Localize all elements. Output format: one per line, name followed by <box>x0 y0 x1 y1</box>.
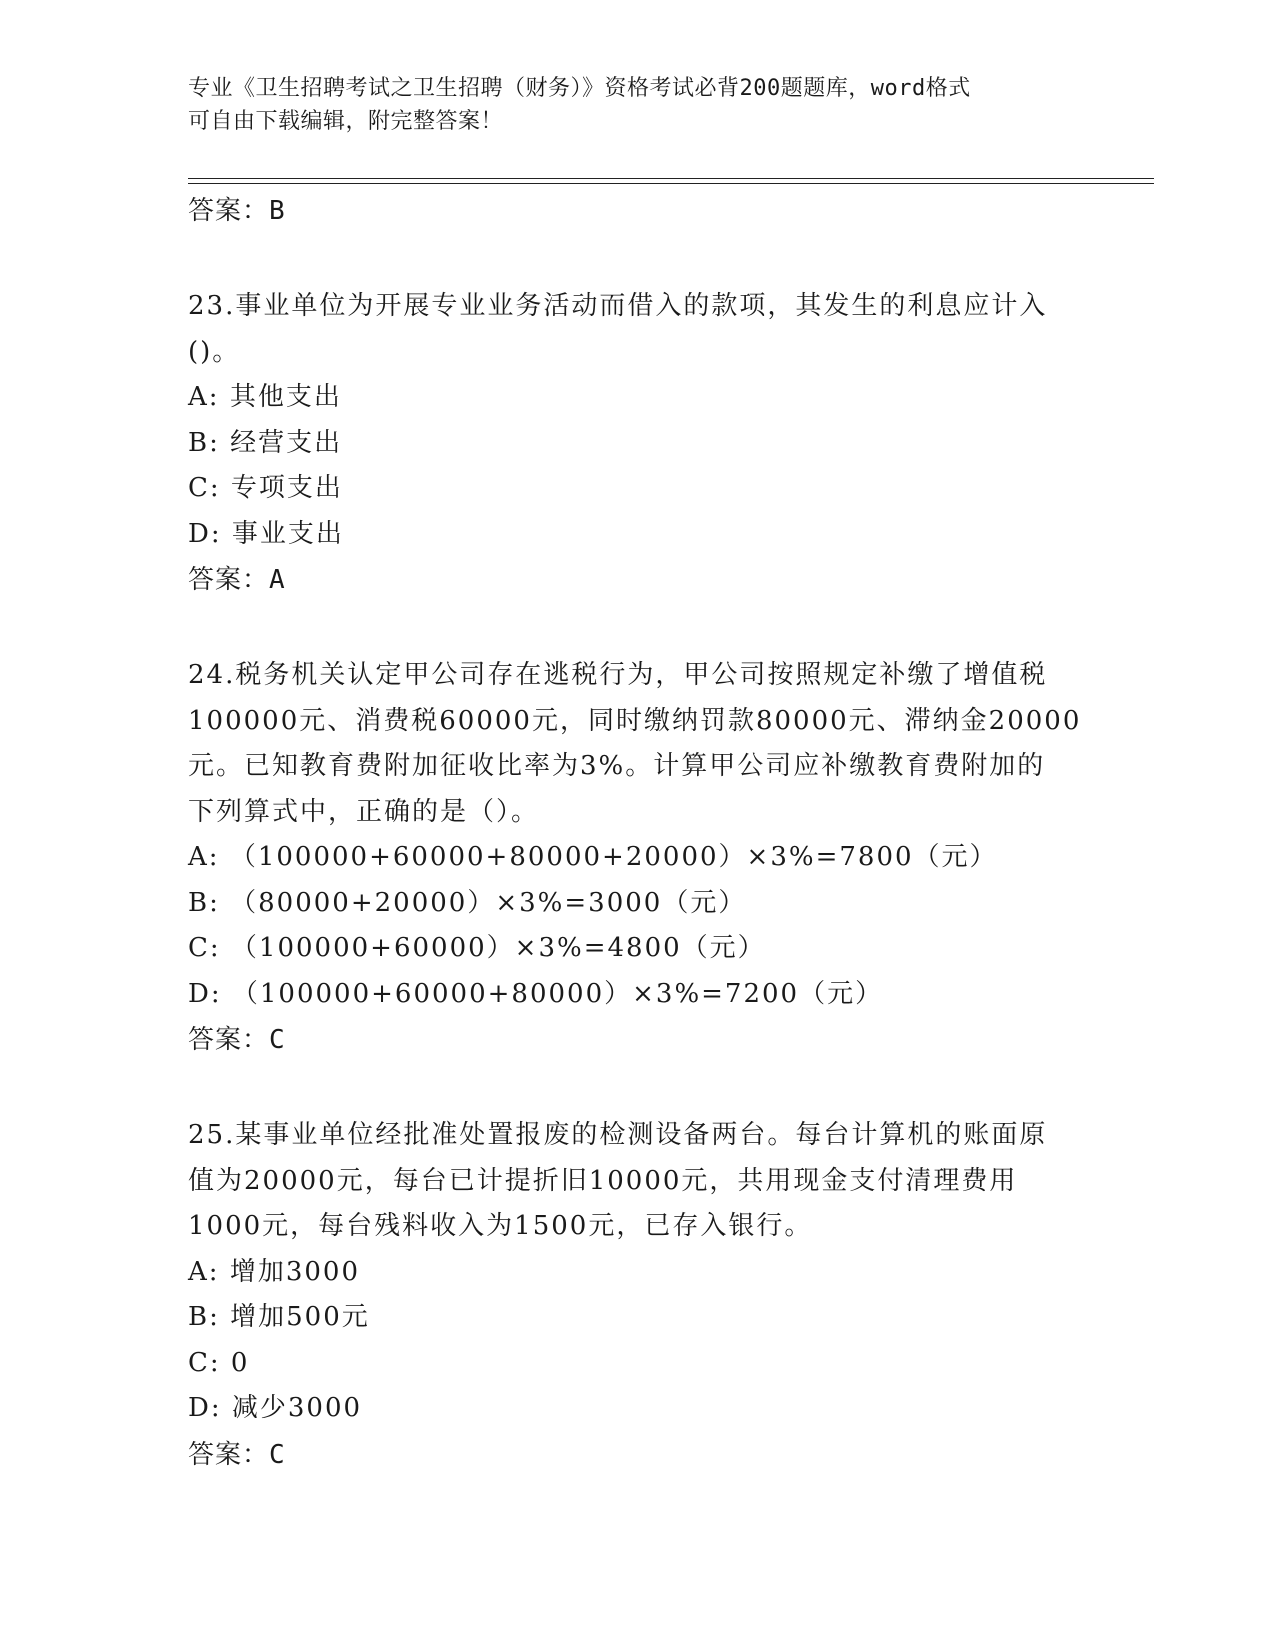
option-text: （100000+60000+80000）×3%=7200（元） <box>231 978 884 1009</box>
option-b <box>188 1295 1088 1341</box>
option-key: C: <box>188 473 221 503</box>
option-key: C: <box>188 1347 221 1378</box>
header-divider-top <box>188 178 1154 179</box>
option-d <box>188 972 1088 1018</box>
option-c <box>188 926 1088 972</box>
option-text: 专项支出 <box>230 473 343 503</box>
previous-answer: 答案：B <box>188 196 286 226</box>
option-key: B: <box>188 427 220 458</box>
header-line-2: 可自由下载编辑，附完整答案！ <box>188 109 504 134</box>
option-text: （100000+60000+80000+20000）×3%=7800（元） <box>229 842 998 872</box>
question-24 <box>188 653 1088 1063</box>
page-header <box>188 72 1068 138</box>
document-body <box>188 188 1088 1478</box>
answer-line: 答案：C <box>188 1439 286 1470</box>
answer-line: 答案：A <box>188 565 286 595</box>
option-d <box>188 512 1088 558</box>
question-stem-line: 1000元，每台残料收入为1500元，已存入银行。 <box>188 1211 813 1241</box>
option-text: 其他支出 <box>229 382 342 412</box>
question-stem-line: 100000元、消费税60000元，同时缴纳罚款80000元、滞纳金20000 <box>188 705 1082 736</box>
option-text: （100000+60000）×3%=4800（元） <box>230 933 766 963</box>
option-text: 增加3000 <box>229 1256 360 1287</box>
option-key: A: <box>188 1256 220 1287</box>
option-c <box>188 466 1088 512</box>
question-stem-line: 24.税务机关认定甲公司存在逃税行为，甲公司按照规定补缴了增值税 <box>188 660 1048 690</box>
option-b <box>188 421 1088 467</box>
option-key: C: <box>188 933 221 963</box>
option-text: 减少3000 <box>231 1393 363 1423</box>
question-stem-line: 23.事业单位为开展专业业务活动而借入的款项，其发生的利息应计入 <box>188 291 1048 321</box>
answer-line: 答案：C <box>188 1025 286 1055</box>
option-a <box>188 835 1088 881</box>
question-stem-line: 25.某事业单位经批准处置报废的检测设备两台。每台计算机的账面原 <box>188 1120 1048 1150</box>
header-line-1: 专业《卫生招聘考试之卫生招聘（财务）》资格考试必背200题题库，word格式 <box>188 76 971 101</box>
option-a <box>188 375 1088 421</box>
option-key: A: <box>188 842 220 872</box>
option-key: A: <box>188 382 220 412</box>
option-key: D: <box>188 518 222 549</box>
option-c <box>188 1341 1088 1387</box>
option-key: B: <box>188 1302 220 1332</box>
option-text: 增加500元 <box>230 1302 370 1332</box>
option-text: 经营支出 <box>230 427 343 458</box>
option-text: 事业支出 <box>231 518 344 549</box>
option-key: D: <box>188 978 222 1009</box>
option-text: 0 <box>230 1347 250 1378</box>
question-stem-line: 值为20000元，每台已计提折旧10000元，共用现金支付清理费用 <box>188 1165 1018 1196</box>
question-23 <box>188 284 1088 603</box>
question-stem-line: 下列算式中，正确的是（）。 <box>188 796 540 827</box>
option-d <box>188 1386 1088 1432</box>
question-stem-line: ()。 <box>188 336 241 367</box>
header-divider-bottom <box>188 183 1154 184</box>
option-key: B: <box>188 887 220 918</box>
option-text: （80000+20000）×3%=3000（元） <box>230 887 747 918</box>
option-b <box>188 881 1088 927</box>
question-stem-line: 元。已知教育费附加征收比率为3%。计算甲公司应补缴教育费附加的 <box>188 751 1046 781</box>
option-key: D: <box>188 1393 222 1423</box>
question-25 <box>188 1113 1088 1478</box>
option-a <box>188 1250 1088 1296</box>
